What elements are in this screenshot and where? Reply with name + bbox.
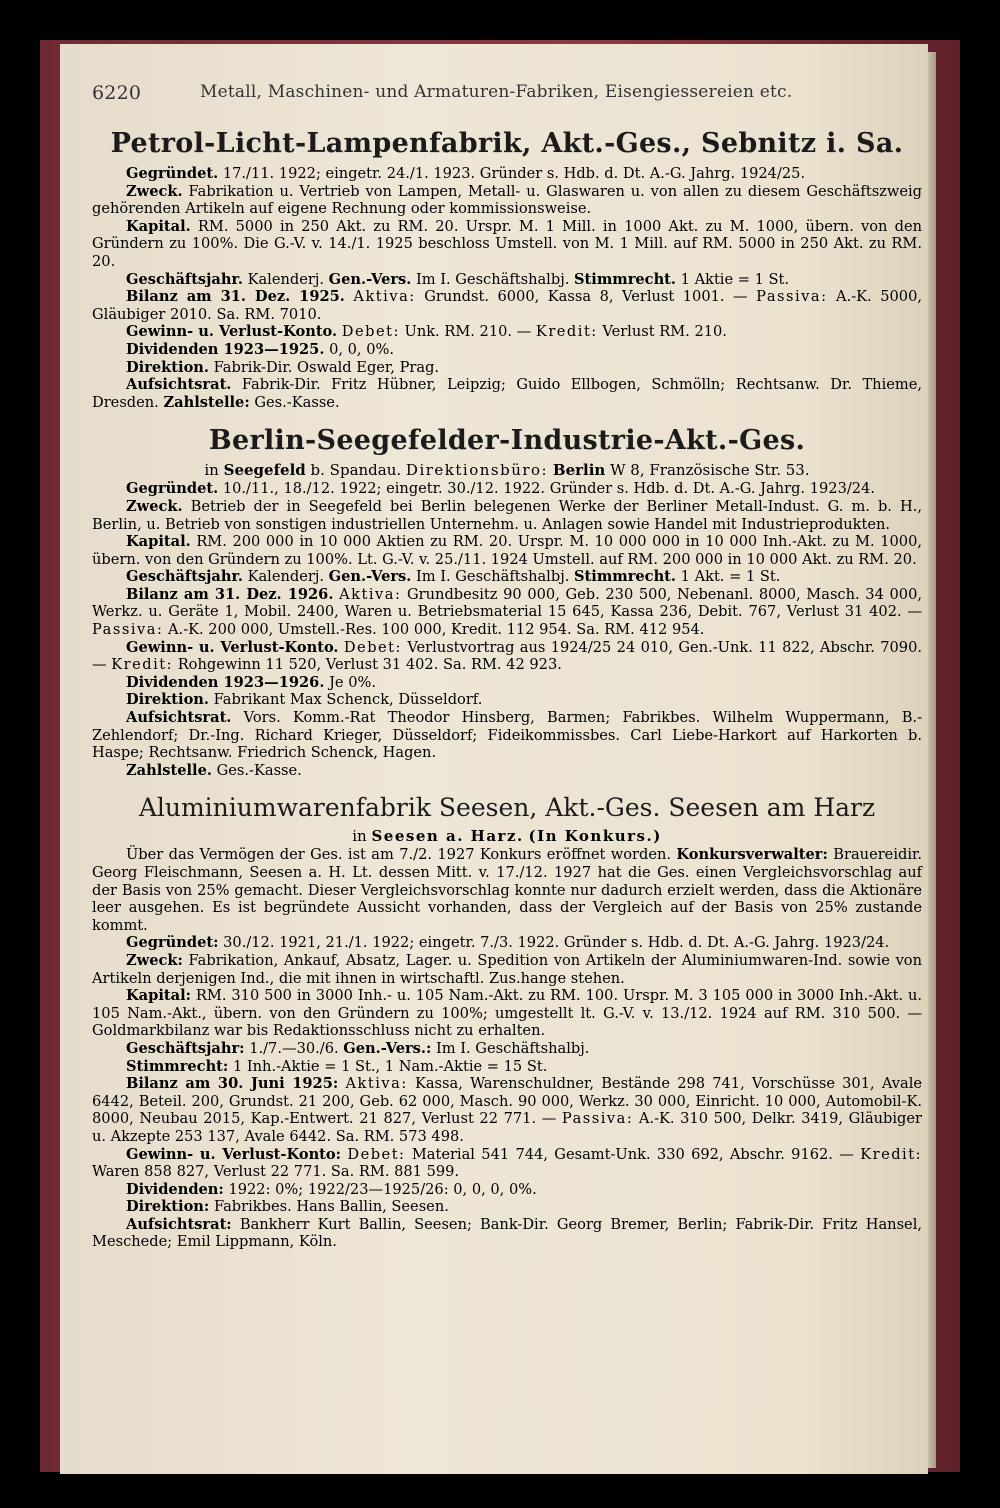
entry-location: in Seesen a. Harz. (In Konkurs.) [352,827,662,846]
kapital-para: Kapital. RM. 200 000 in 10 000 Aktien zu RM. 20. Urspr. M. 10 000 000 in 10 000 Inh.-Akt. zu M. 1000, übern. von den Gründern zu 100%. Lt. G.-V. v. 25./11. 1924 Umstell. auf RM. 200 000 in 10 000 Akt. zu RM. 20. [92,533,923,568]
page-number: 6220 [92,82,142,104]
zweck-para: Zweck. Betrieb der in Seegefeld bei Berlin belegenen Werke der Berliner Metall-Indust. G. m. b. H., Berlin, u. Betrieb von sonstigen industriellen Unternehm. u. Anlagen sowie Handel mit Industrieprodukten. [92,497,922,533]
guv-para: Gewinn- u. Verlust-Konto. Debet: Unk. RM. 210. — Kredit: Verlust RM. 210. [126,323,727,341]
dividenden-para: Dividenden: 1922: 0%; 1922/23—1925/26: 0, 0, 0, 0%. [126,1180,537,1198]
entry-petrol [92,128,922,411]
entry-berlin [92,425,922,779]
direktion-para: Direktion. Fabrikant Max Schenck, Düsseldorf. [126,691,483,709]
entry-seesen [92,793,922,1251]
entry-title: Aluminiumwarenfabrik Seesen, Akt.-Ges. Seesen am Harz [138,793,876,823]
entry-title: Petrol-Licht-Lampenfabrik, Akt.-Ges., Sebnitz i. Sa. [110,128,904,159]
guv-para: Gewinn- u. Verlust-Konto. Debet: Verlustvortrag aus 1924/25 24 010, Gen.-Unk. 11 822, Abschr. 7090. — Kredit: Rohgewinn 11 520, Verlust 31 402. Sa. RM. 42 923. [92,638,922,674]
geschaeftsjahr-para: Geschäftsjahr: 1./7.—30./6. Gen.-Vers.: Im I. Geschäftshalbj. [126,1039,590,1057]
running-header [92,82,922,104]
konkurs-status: (In Konkurs.) [528,827,662,846]
entry-title: Berlin-Seegefelder-Industrie-Akt.-Ges. [208,425,806,457]
kapital-para: Kapital: RM. 310 500 in 3000 Inh.- u. 105 Nam.-Akt. zu RM. 100. Urspr. M. 3 105 000 in 3000 Inh.-Akt. u. 105 Nam.-Akt., übern. von den Gründern zu 100%; umgestellt lt. G.-V. v. 13./12. 1924 auf RM. 310 500. — Goldmarkbilanz war bis Redaktionsschluss nicht zu erhalten. [92,987,922,1040]
aufsichtsrat-para: Aufsichtsrat. Fabrik-Dir. Fritz Hübner, Leipzig; Guido Ellbogen, Schmölln; Rechtsanw. Dr. Thieme, Dresden. Zahlstelle: Ges.-Kasse. [92,376,922,411]
bilanz-para: Bilanz am 31. Dez. 1925. Aktiva: Grundst. 6000, Kassa 8, Verlust 1001. — Passiva: A.-K. 5000, Gläubiger 2010. Sa. RM. 7010. [92,288,922,323]
zweck-para: Zweck. Fabrikation u. Vertrieb von Lampen, Metall- u. Glaswaren u. von allen zu diesem Geschäftszweig gehörenden Artikeln auf eigene Rechnung oder kommissionsweise. [92,182,923,218]
page-content [92,82,922,1251]
aufsichtsrat-para: Aufsichtsrat. Vors. Komm.-Rat Theodor Hinsberg, Barmen; Fabrikbes. Wilhelm Wuppermann, B.-Zehlendorf; Dr.-Ing. Richard Krieger, Düsseldorf; Fideikommissbes. Carl Liebe-Harkort auf Harkorten b. Haspe; Rechtsanw. Friedrich Schenck, Hagen. [92,709,922,762]
guv-para: Gewinn- u. Verlust-Konto: Debet: Material 541 744, Gesamt-Unk. 330 692, Abschr. 9162. — Kredit: Waren 858 827, Verlust 22 771. Sa. RM. 881 599. [92,1145,923,1181]
aufsichtsrat-para: Aufsichtsrat: Bankherr Kurt Ballin, Seesen; Bank-Dir. Georg Bremer, Berlin; Fabrik-Dir. Fritz Hansel, Meschede; Emil Lippmann, Köln. [92,1215,923,1251]
direktion-para: Direktion. Fabrik-Dir. Oswald Eger, Prag. [126,358,440,376]
page-edge [928,52,936,1468]
bilanz-para: Bilanz am 31. Dez. 1926. Aktiva: Grundbesitz 90 000, Geb. 230 500, Nebenanl. 8000, Masch. 34 000, Werkz. u. Geräte 1, Mobil. 2400, Waren u. Betriebsmaterial 15 645, Kassa 236, Debit. 767, Verlust 31 402. — Passiva: A.-K. 200 000, Umstell.-Res. 100 000, Kredit. 112 954. Sa. RM. 412 954. [92,585,923,639]
geschaeftsjahr-para: Geschäftsjahr. Kalenderj. Gen.-Vers. Im I. Geschäftshalbj. Stimmrecht. 1 Akt. = 1 St. [126,568,781,586]
gegruendet-para: Gegründet. 10./11., 18./12. 1922; eingetr. 30./12. 1922. Gründer s. Hdb. d. Dt. A.-G. Jahrg. 1923/24. [126,480,875,498]
konkurs-para: Über das Vermögen der Ges. ist am 7./2. 1927 Konkurs eröffnet worden. Konkursverwalter: Brauereidir. Georg Fleischmann, Seesen a. H. Lt. dessen Mitt. v. 17./12. 1927 hat die Ges. einen Vergleichsvorschlag auf der Basis von 25% gemacht. Dieser Vergleichsvorschlag konnte nur dadurch erzielt werden, dass die Aktionäre leer ausgehen. Es ist begründete Aussicht vorhanden, dass der Vergleich auf der Basis von 25% zustande kommt. [92,846,923,934]
zweck-para: Zweck: Fabrikation, Ankauf, Absatz, Lager. u. Spedition von Artikeln der Aluminiumwaren-Ind. sowie von Artikeln derjenigen Ind., die mit ihnen in wirtschaftl. Zus.hange stehen. [92,951,922,987]
bilanz-para: Bilanz am 30. Juni 1925: Aktiva: Kassa, Warenschuldner, Bestände 298 741, Vorschüsse 301, Avale 6442, Beteil. 200, Grundst. 21 200, Geb. 62 000, Masch. 90 000, Werkz. 30 000, Einricht. 10 000, Automobil-K. 8000, Neubau 2015, Kap.-Entwert. 21 827, Verlust 22 771. — Passiva: A.-K. 310 500, Delkr. 3419, Gläubiger u. Akzepte 253 137, Avale 6442. Sa. RM. 573 498. [92,1075,923,1145]
kapital-para: Kapital. RM. 5000 in 250 Akt. zu RM. 20. Urspr. M. 1 Mill. in 1000 Akt. zu M. 1000, übern. von den Gründern zu 100%. Die G.-V. v. 14./1. 1925 beschloss Umstell. von M. 1 Mill. auf RM. 5000 in 250 Akt. zu RM. 20. [92,217,922,270]
gegruendet-para: Gegründet: 30./12. 1921, 21./1. 1922; eingetr. 7./3. 1922. Gründer s. Hdb. d. Dt. A.-G. Jahrg. 1923/24. [126,934,890,952]
gegruendet-para: Gegründet. 17./11. 1922; eingetr. 24./1. 1923. Gründer s. Hdb. d. Dt. A.-G. Jahrg. 1924/25. [126,165,806,182]
direktion-para: Direktion: Fabrikbes. Hans Ballin, Seesen. [126,1198,449,1216]
running-title: Metall, Maschinen- und Armaturen-Fabriken, Eisengiessereien etc. [200,82,793,102]
zahlstelle-para: Zahlstelle. Ges.-Kasse. [126,761,302,779]
stimmrecht-para: Stimmrecht: 1 Inh.-Aktie = 1 St., 1 Nam.-Aktie = 15 St. [126,1057,548,1075]
entry-location: in Seegefeld b. Spandau. Direktionsbüro: Berlin W 8, Französische Str. 53. [204,461,810,480]
dividenden-para: Dividenden 1923—1925. 0, 0, 0%. [126,340,394,358]
geschaeftsjahr-para: Geschäftsjahr. Kalenderj. Gen.-Vers. Im I. Geschäftshalbj. Stimmrecht. 1 Aktie = 1 St. [126,270,790,288]
dividenden-para: Dividenden 1923—1926. Je 0%. [126,673,376,691]
